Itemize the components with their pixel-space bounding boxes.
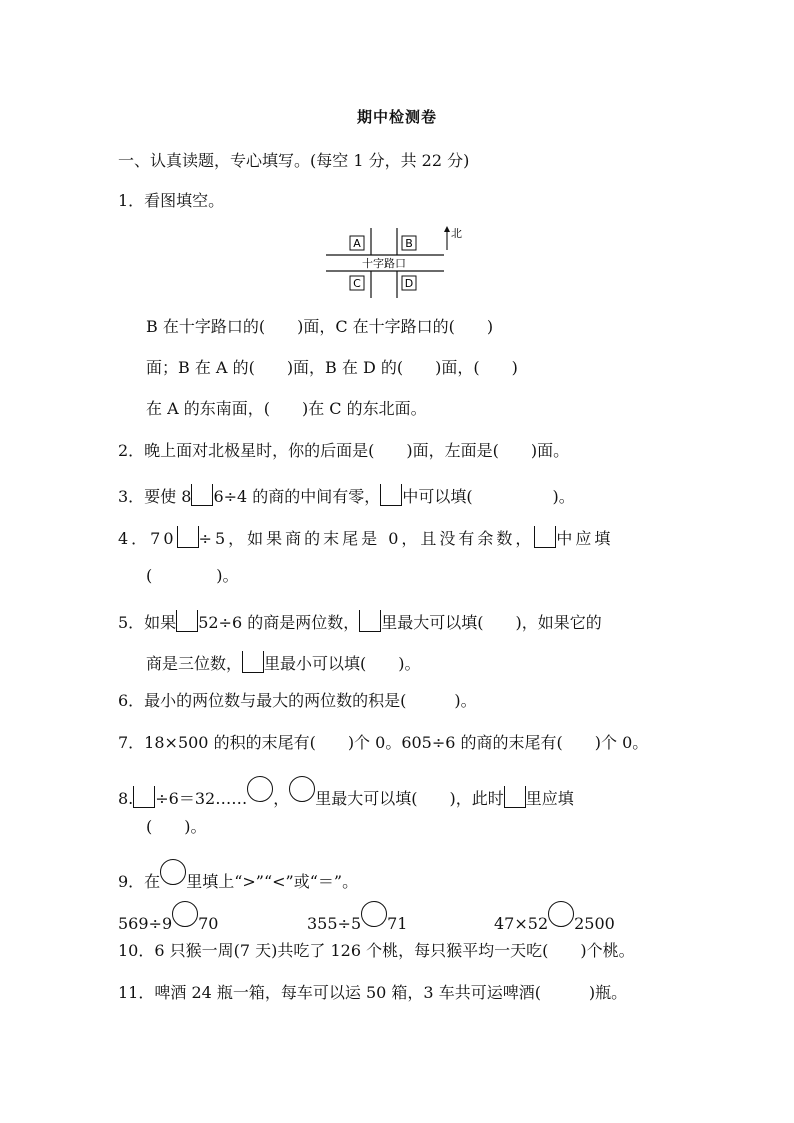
blank-box: [133, 786, 155, 808]
label-c: C: [353, 277, 361, 290]
question-5: 5．如果 52÷6 的商是两位数， 里最大可以填( )，如果它的: [118, 610, 678, 634]
question-6: 6．最小的两位数与最大的两位数的积是( )。: [118, 691, 477, 710]
compare-item-1: 569÷9 70: [118, 914, 218, 933]
question-2: 2．晚上面对北极星时，你的后面是( )面，左面是( )面。: [118, 441, 570, 460]
compare-item-2: 355÷5 71: [307, 901, 487, 935]
crossroad-diagram: [326, 226, 476, 300]
blank-circle: [160, 859, 186, 885]
blank-box: [380, 484, 402, 506]
north-label: 北: [451, 227, 462, 240]
blank-box: [242, 651, 264, 673]
question-8-line-2: ( )。: [146, 817, 207, 836]
crossroad-label: 十字路口: [362, 257, 406, 270]
question-8: 8. ÷6＝32…… ， 里最大可以填( )，此时 里应填: [118, 776, 678, 810]
blank-box: [534, 526, 556, 548]
question-1-stem: 1．看图填空。: [118, 191, 225, 210]
blank-circle: [361, 901, 387, 927]
blank-circle: [289, 776, 315, 802]
blank-circle: [172, 901, 198, 927]
label-b: B: [405, 237, 413, 250]
blank-box: [504, 786, 526, 808]
blank-circle: [247, 776, 273, 802]
blank-box: [359, 610, 381, 632]
question-7: 7．18×500 的积的末尾有( )个 0。605÷6 的商的末尾有( )个 0。: [118, 733, 649, 752]
question-11: 11．啤酒 24 瓶一箱，每车可以运 50 箱，3 车共可运啤酒( )瓶。: [118, 983, 628, 1002]
question-4: 4．70 ÷5，如果商的末尾是 0，且没有余数， 中应填: [118, 526, 678, 550]
question-3: 3．要使 8 6÷4 的商的中间有零， 中可以填( )。: [118, 484, 678, 508]
question-1-line-3: 在 A 的东南面，( )在 C 的东北面。: [146, 399, 427, 418]
question-1-line-2: 面；B 在 A 的( )面，B 在 D 的( )面，( ): [146, 358, 518, 377]
question-10: 10．6 只猴一周(7 天)共吃了 126 个桃，每只猴平均一天吃( )个桃。: [118, 941, 635, 960]
section-heading: 一、认真读题，专心填写。(每空 1 分，共 22 分): [118, 151, 470, 170]
blank-box: [191, 484, 213, 506]
compare-item-3: 47×52 2500: [494, 901, 674, 935]
blank-box: [176, 610, 198, 632]
label-d: D: [404, 277, 414, 290]
question-1-line-1: B 在十字路口的( )面，C 在十字路口的( ): [146, 317, 494, 336]
question-9-stem: 9．在 里填上“>”“<”或“＝”。: [118, 859, 678, 893]
question-5-line-2: 商是三位数， 里最小可以填( )。: [146, 651, 706, 675]
blank-circle: [548, 901, 574, 927]
page-title: 期中检测卷: [356, 108, 437, 126]
blank-box: [177, 526, 199, 548]
label-a: A: [353, 237, 361, 250]
question-4-line-2: ( )。: [146, 566, 239, 585]
